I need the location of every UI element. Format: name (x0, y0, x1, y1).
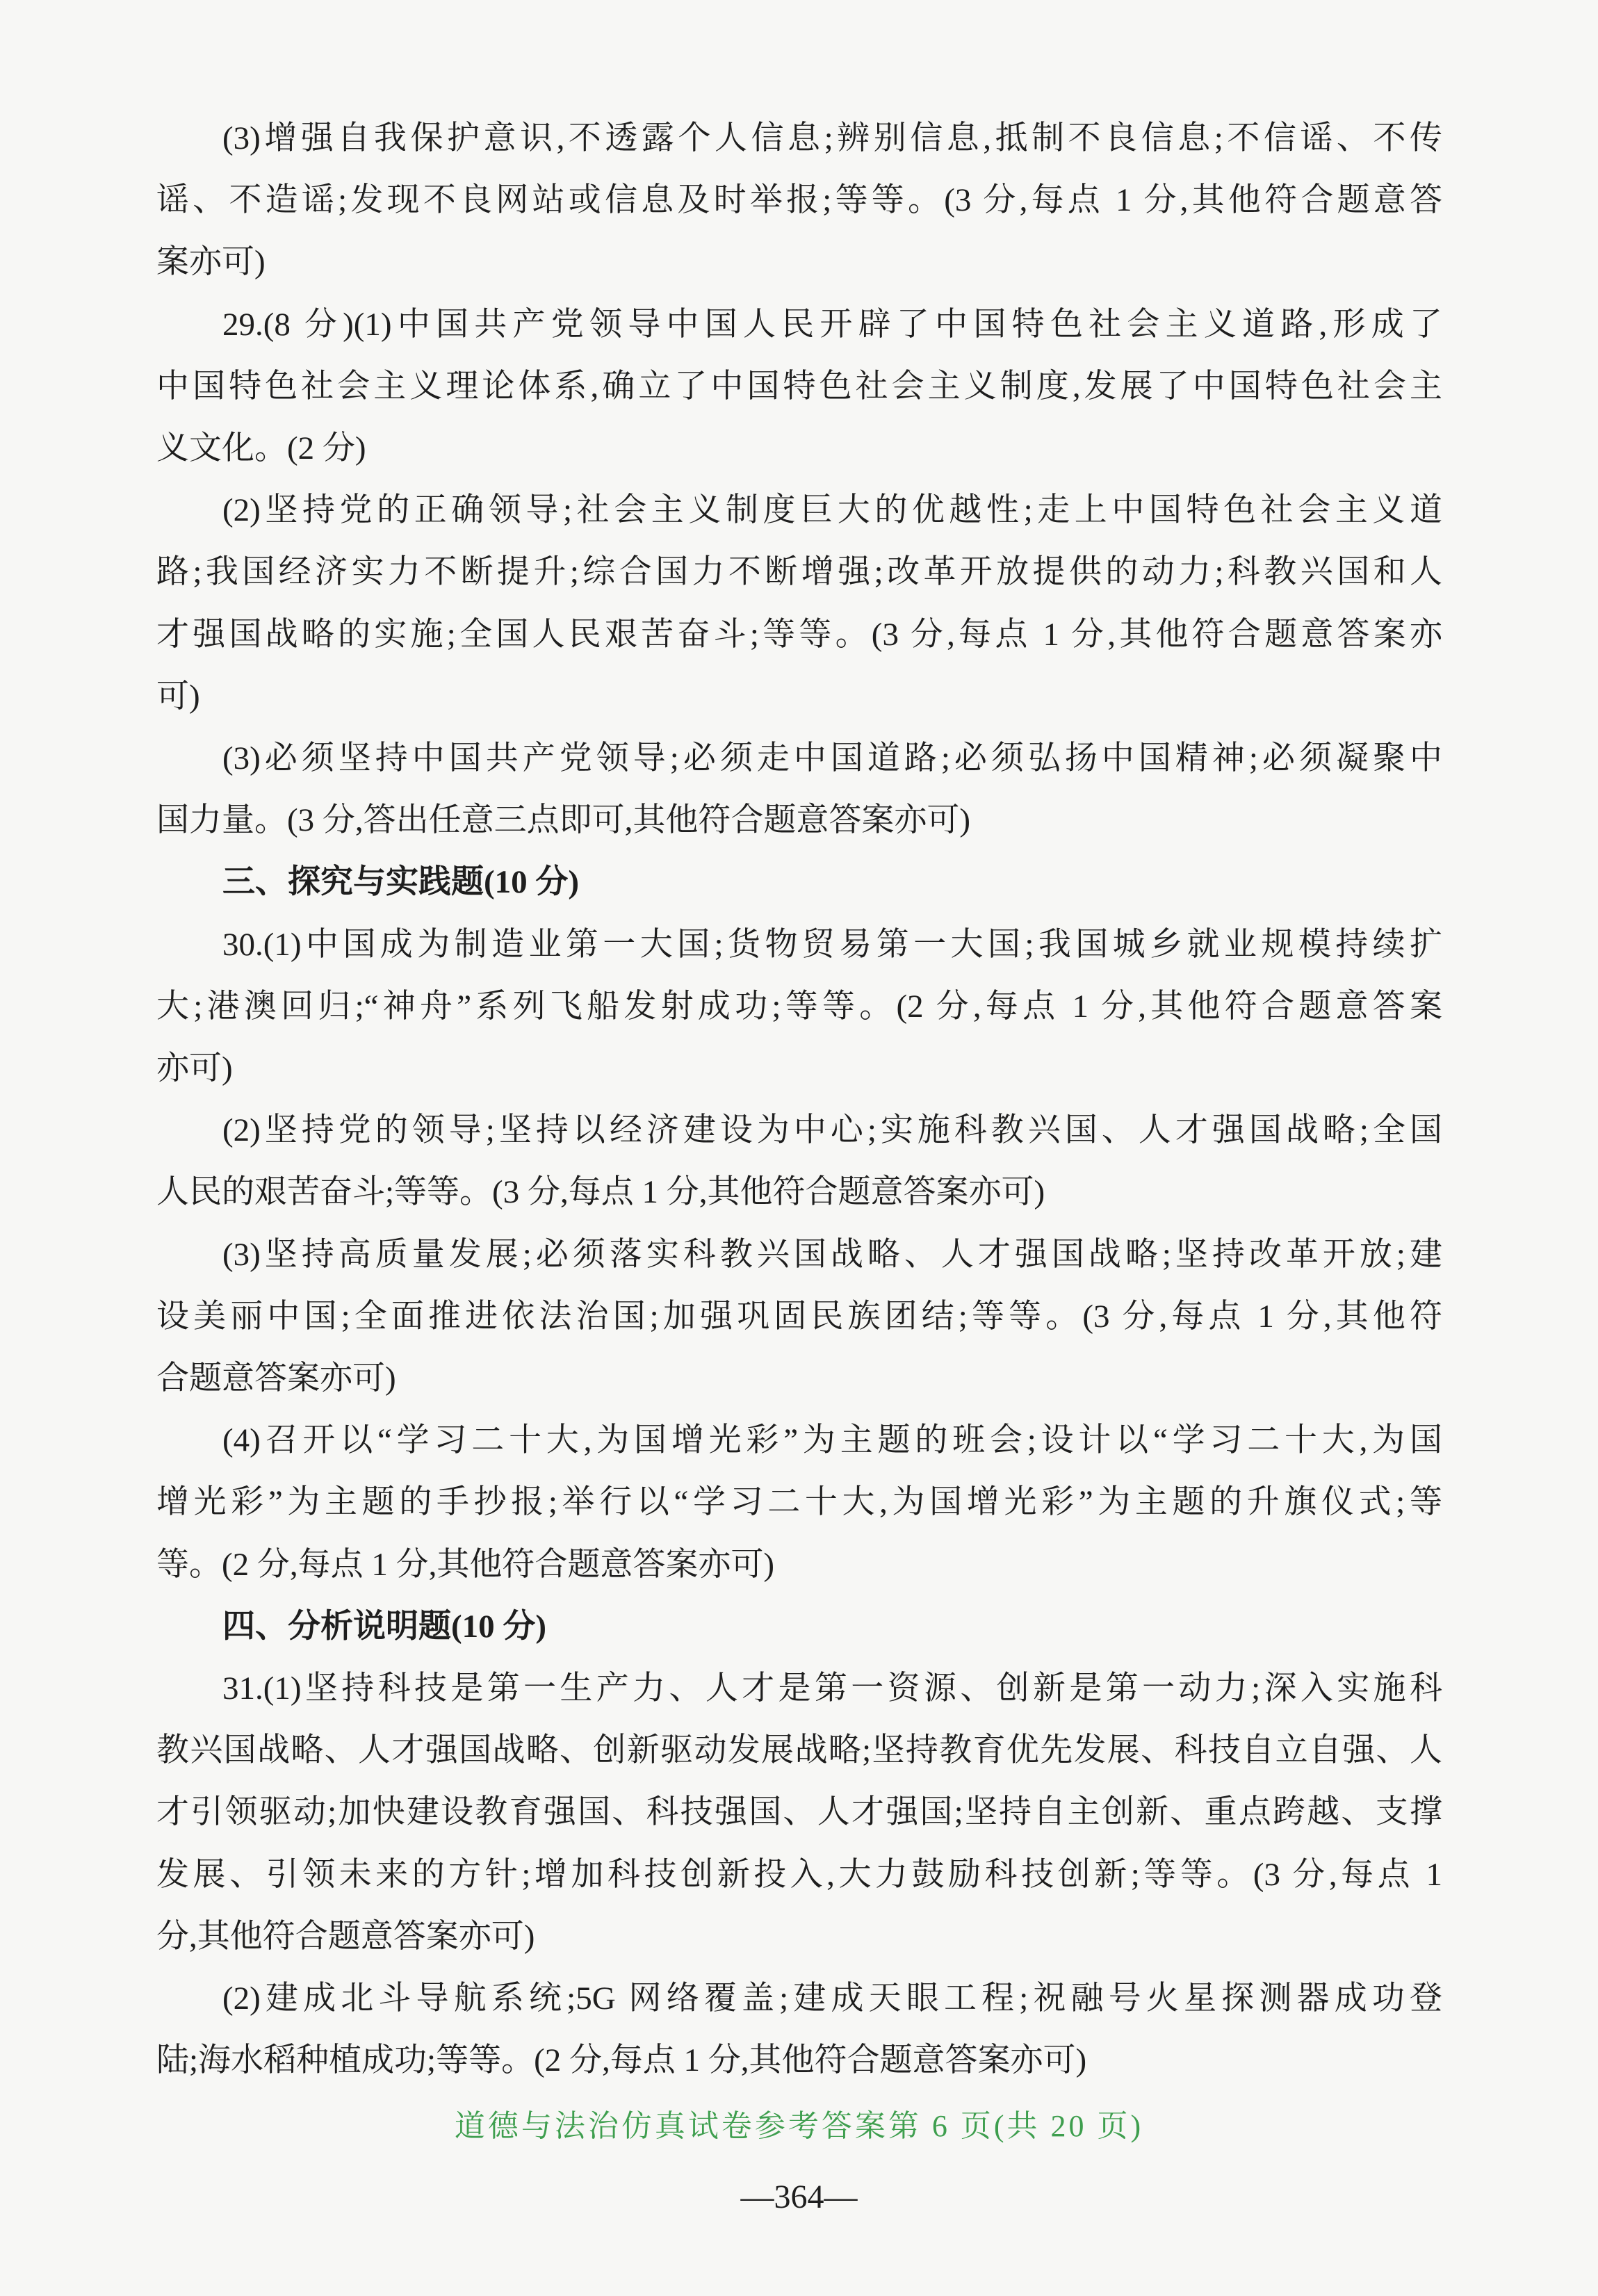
answer-paragraph-31-2 (156, 1968, 1442, 2092)
answer-page-body (156, 108, 1442, 2092)
answer-paragraph-30-3 (156, 1224, 1442, 1410)
text-line: 案亦可) (156, 244, 266, 281)
text-line: 设美丽中国;全面推进依法治国;加强巩固民族团结;等等。(3 分,每点 1 分,其他符 (156, 1298, 1442, 1335)
text-line: 30.(1)中国成为制造业第一大国;货物贸易第一大国;我国城乡就业规模持续扩 (222, 926, 1442, 963)
section-heading: 三、探究与实践题(10 分) (222, 864, 580, 901)
answer-paragraph-prev-3 (156, 108, 1442, 294)
text-line: 大;港澳回归;“神舟”系列飞船发射成功;等等。(2 分,每点 1 分,其他符合题意答案 (156, 988, 1442, 1025)
answer-paragraph-31-1 (156, 1658, 1442, 1968)
text-line: 教兴国战略、人才强国战略、创新驱动发展战略;坚持教育优先发展、科技自立自强、人 (156, 1732, 1442, 1769)
text-line: 29.(8 分)(1)中国共产党领导中国人民开辟了中国特色社会主义道路,形成了 (222, 306, 1442, 343)
text-line: (4)召开以“学习二十大,为国增光彩”为主题的班会;设计以“学习二十大,为国 (222, 1422, 1442, 1459)
text-line: 亦可) (156, 1050, 233, 1087)
text-line: 分,其他符合题意答案亦可) (156, 1918, 535, 1955)
text-line: 才强国战略的实施;全国人民艰苦奋斗;等等。(3 分,每点 1 分,其他符合题意答案亦 (156, 616, 1442, 653)
answer-paragraph-30-2 (156, 1100, 1442, 1223)
text-line: 国力量。(3 分,答出任意三点即可,其他符合题意答案亦可) (156, 802, 971, 839)
answer-paragraph-30-1 (156, 914, 1442, 1100)
text-line: 路;我国经济实力不断提升;综合国力不断增强;改革开放提供的动力;科教兴国和人 (156, 554, 1442, 591)
text-line: (3)增强自我保护意识,不透露个人信息;辨别信息,抵制不良信息;不信谣、不传 (222, 120, 1442, 156)
page-number: —364— (740, 2179, 858, 2215)
text-line: (2)坚持党的领导;坚持以经济建设为中心;实施科教兴国、人才强国战略;全国 (222, 1112, 1442, 1149)
answer-paragraph-29-1 (156, 294, 1442, 480)
answer-paragraph-30-4 (156, 1410, 1442, 1596)
footer-running-title: 道德与法治仿真试卷参考答案第 6 页(共 20 页) (454, 2109, 1144, 2143)
text-line: 中国特色社会主义理论体系,确立了中国特色社会主义制度,发展了中国特色社会主 (156, 368, 1442, 405)
section-heading: 四、分析说明题(10 分) (222, 1608, 547, 1645)
answer-paragraph-29-3 (156, 728, 1442, 852)
text-line: (3)坚持高质量发展;必须落实科教兴国战略、人才强国战略;坚持改革开放;建 (222, 1236, 1442, 1273)
text-line: 等。(2 分,每点 1 分,其他符合题意答案亦可) (156, 1546, 775, 1583)
text-line: (2)坚持党的正确领导;社会主义制度巨大的优越性;走上中国特色社会主义道 (222, 492, 1442, 529)
text-line: 合题意答案亦可) (156, 1360, 396, 1397)
text-line: (3)必须坚持中国共产党领导;必须走中国道路;必须弘扬中国精神;必须凝聚中 (222, 740, 1442, 777)
text-line: (2)建成北斗导航系统;5G 网络覆盖;建成天眼工程;祝融号火星探测器成功登 (222, 1980, 1442, 2017)
text-line: 可) (156, 678, 200, 715)
text-line: 发展、引领未来的方针;增加科技创新投入,大力鼓励科技创新;等等。(3 分,每点 1 (156, 1856, 1442, 1893)
answer-paragraph-29-2 (156, 480, 1442, 728)
text-line: 增光彩”为主题的手抄报;举行以“学习二十大,为国增光彩”为主题的升旗仪式;等 (156, 1484, 1442, 1521)
text-line: 陆;海水稻种植成功;等等。(2 分,每点 1 分,其他符合题意答案亦可) (156, 2042, 1087, 2079)
text-line: 谣、不造谣;发现不良网站或信息及时举报;等等。(3 分,每点 1 分,其他符合题意答 (156, 182, 1442, 219)
text-line: 义文化。(2 分) (156, 430, 366, 467)
text-line: 才引领驱动;加快建设教育强国、科技强国、人才强国;坚持自主创新、重点跨越、支撑 (156, 1794, 1442, 1831)
text-line: 人民的艰苦奋斗;等等。(3 分,每点 1 分,其他符合题意答案亦可) (156, 1174, 1045, 1211)
text-line: 31.(1)坚持科技是第一生产力、人才是第一资源、创新是第一动力;深入实施科 (222, 1670, 1442, 1707)
